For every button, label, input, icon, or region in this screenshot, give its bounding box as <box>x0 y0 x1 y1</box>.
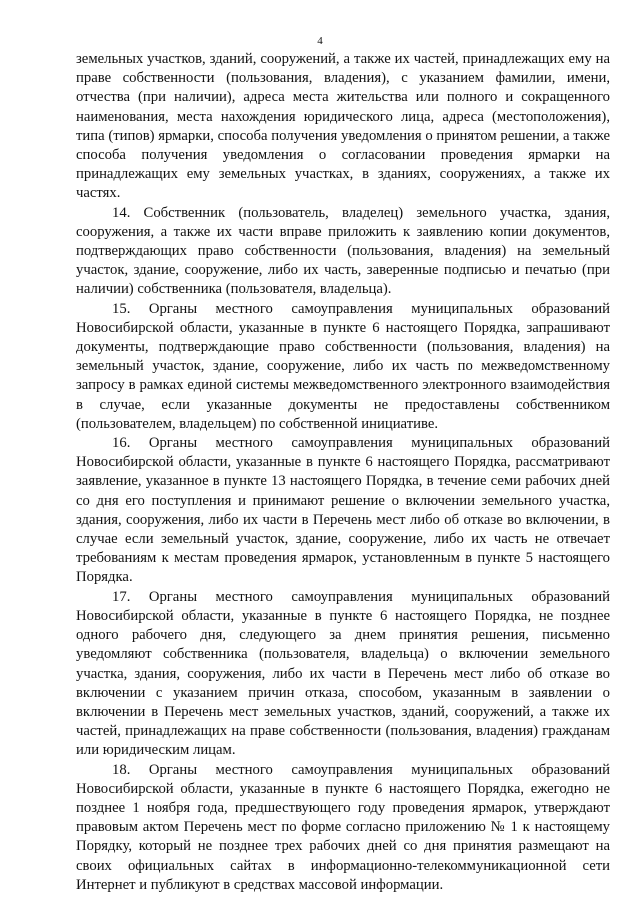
paragraph-item-14: 14. Собственник (пользователь, владелец) земельного участка, здания, сооружения, а также их части вправе приложить к заявлению копии документов, подтверждающих право собственности (пользования, владения) на земельный участок, здание, сооружение, либо их часть, заверенные подписью и печатью (при наличии) собственника (пользователя, владельца). <box>76 204 610 298</box>
page-number: 4 <box>317 35 323 47</box>
paragraph-continuation: земельных участков, зданий, сооружений, а также их частей, принадлежащих ему на праве собственности (пользования, владения), с указанием фамилии, имени, отчества (при наличии), адреса места жительства или полного и сокращенного наименования, места нахождения юридического лица, адреса (местоположения), типа (типов) ярмарки, способа получения уведомления о принятом решении, а также способа получения уведомления о согласовании проведения ярмарки на принадлежащих ему земельных участках, в зданиях, сооружениях, а также их частях. <box>76 51 610 202</box>
paragraph-item-16: 16. Органы местного самоуправления муниципальных образований Новосибирской области, указанные в пункте 6 настоящего Порядка, рассматривают заявление, указанное в пункте 13 настоящего Порядка, в течение семи рабочих дней со дня его поступления и принимают решение о включении земельного участка, здания, сооружения, либо их части в Перечень мест либо об отказе во включении, в случае если земельный участок, здание, сооружение, либо их часть не отвечает требованиям к местам проведения ярмарок, установленным в пункте 5 настоящего Порядка. <box>76 435 610 586</box>
paragraph-item-15: 15. Органы местного самоуправления муниципальных образований Новосибирской области, указанные в пункте 6 настоящего Порядка, запрашивают документы, подтверждающие право собственности (пользования, владения) на земельный участок, здание, сооружение, либо их часть по межведомственному запросу в рамках единой системы межведомственного электронного взаимодействия в случае, если указанные документы не предоставлены собственником (пользователем, владельцем) по собственной инициативе. <box>76 300 610 432</box>
paragraph-item-18: 18. Органы местного самоуправления муниципальных образований Новосибирской области, указанные в пункте 6 настоящего Порядка, ежегодно не позднее 1 ноября года, предшествующего году проведения ярмарок, утверждают правовым актом Перечень мест по форме согласно приложению № 1 к настоящему Порядку, который не позднее трех рабочих дней со дня принятия размещают на своих официальных сайтах в информационно-телекоммуникационной сети Интернет и публикуют в средствах массовой информации. <box>76 761 610 893</box>
document-body <box>76 50 610 895</box>
paragraph-item-17: 17. Органы местного самоуправления муниципальных образований Новосибирской области, указанные в пункте 6 настоящего Порядка, не позднее одного рабочего дня, следующего за днем принятия решения, письменно уведомляют собственника (пользователя, владельца) о включении земельного участка, здания, сооружения, либо их части в Перечень мест либо об отказе во включении с указанием причин отказа, способом, указанным в заявлении о включении в Перечень мест земельных участков, зданий, сооружений, а также их частей, принадлежащих на праве собственности (пользования, владения) гражданам или юридическим лицам. <box>76 588 610 759</box>
